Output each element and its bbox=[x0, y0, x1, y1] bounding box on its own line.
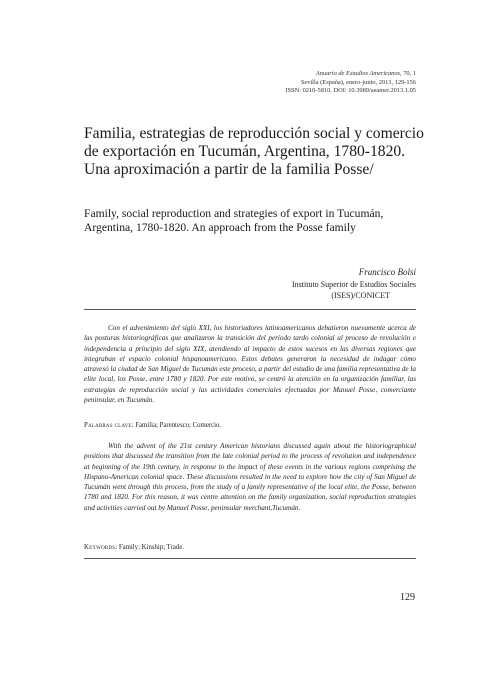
keywords-english-label: Keywords bbox=[84, 544, 116, 551]
title-spanish: Familia, estrategias de reproducción social y comercio de exportación en Tucumán, Argentina, 1780-1820. Una aproximación a partir de la familia Posse/ bbox=[84, 125, 424, 178]
keywords-english-text: : Family; Kinship; Trade. bbox=[115, 544, 184, 551]
divider-top bbox=[84, 309, 416, 310]
keywords-english bbox=[84, 543, 416, 552]
keywords-spanish-label: Palabras clave bbox=[84, 422, 132, 429]
journal-line-1 bbox=[285, 70, 416, 79]
page-number: 129 bbox=[400, 592, 415, 603]
abstract-english: With the advent of the 21st century American historians discussed again about the historiographical positions that discussed the transition from the late colonial period to the process of revolution and independence at beginning of the 19th century, in response to the impact of these events in the various regions comprising the Hispano-American colonial space. These discussions resulted in the need to explore how the city of San Miguel de Tucumán went through this process, from the study of a family representative of the local elite, the Posse, between 1780 and 1820. For this reason, it was centre attention on the family organization, social reproduction strategies and activities carried out by Manuel Posse, peninsular merchant,Tucumán. bbox=[84, 442, 416, 512]
abstract-spanish: Con el advenimiento del siglo XXI, los historiadores latinoamericanos debatieron nuevamente acerca de las posturas historiográficas que analizaron la transición del período tardo colonial al proceso de revolución e independencia a principio del siglo XIX, atendiendo al impacto de estos sucesos en las diversas regiones que integraban el espacio colonial hispanoamericano. Estos debates generaron la necesidad de indagar cómo atravesó la ciudad de San Miguel de Tucumán este proceso, a partir del estudio de una familia representativa de la elite local, los Posse, entre 1780 y 1820. Por este motivo, se centró la atención en la organización familiar, las estrategias de reproducción social y las actividades comerciales efectuadas por Manuel Posse, comerciante peninsular, en Tucumán. bbox=[84, 324, 416, 405]
journal-volume: , 70, 1 bbox=[400, 70, 416, 77]
author-affiliation-line-2: (ISES)/CONICET bbox=[331, 290, 390, 300]
journal-line-2: Sevilla (España), enero-junio, 2013, 129-156 bbox=[300, 78, 416, 86]
journal-line-3: ISSN: 0210-5810. DOI: 10.3989/aeamer.2013.1.05 bbox=[285, 87, 416, 95]
journal-name: Anuario de Estudios Americanos bbox=[315, 70, 401, 77]
journal-citation bbox=[285, 70, 416, 96]
keywords-spanish bbox=[84, 421, 416, 430]
author-affiliation-line-1: Instituto Superior de Estudios Sociales bbox=[292, 280, 416, 290]
title-english: Family, social reproduction and strategies of export in Tucumán, Argentina, 1780-1820. An approach from the Posse family bbox=[84, 207, 384, 235]
author-name: Francisco Bolsi bbox=[358, 267, 416, 277]
keywords-spanish-text: : Familia; Parentesco; Comercio. bbox=[131, 422, 222, 429]
divider-bottom bbox=[84, 558, 416, 559]
author-block bbox=[216, 267, 416, 301]
